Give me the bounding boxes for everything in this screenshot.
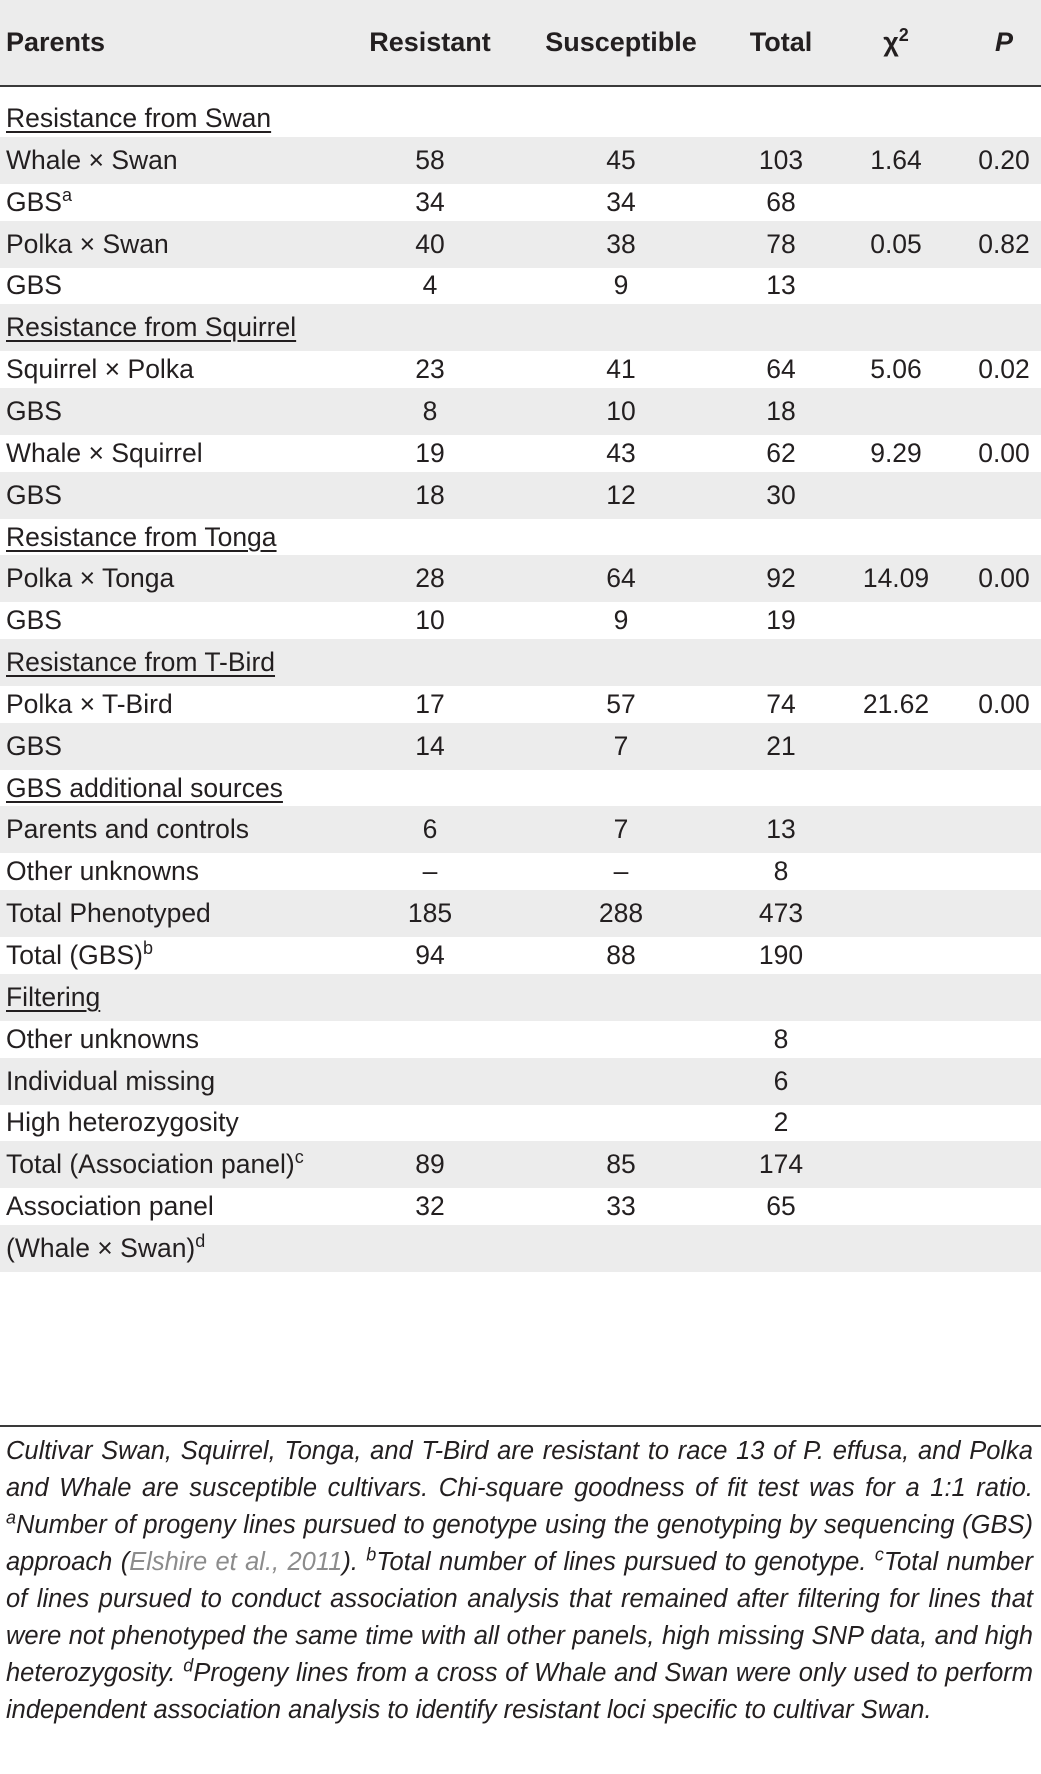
table-row: [0, 221, 1041, 268]
section-row: [0, 974, 1041, 1021]
table-row: [0, 137, 1041, 184]
section-row: [0, 95, 1041, 142]
table-row: [0, 723, 1041, 770]
cell-parents: [6, 262, 62, 309]
row-label: GBS: [6, 270, 62, 301]
cell-total: 473: [758, 898, 804, 929]
footnote-d-text: Progeny lines from a cross of Whale and Swan were only used to perform independent association analysis to identify resistant loci specific to cultivar Swan.: [6, 1659, 1033, 1724]
cell-resistant: 185: [407, 898, 453, 929]
footnote-a-text: Number of progeny lines pursued to genotype using the genotyping by sequencing (GBS) approach (: [6, 1511, 1033, 1576]
table-row: [0, 681, 1041, 728]
cell-parents: [6, 1099, 239, 1146]
cell-parents: [6, 346, 194, 393]
cell-susceptible: 43: [606, 437, 636, 468]
cell-resistant: 89: [415, 1149, 445, 1180]
table-footnote: [6, 1433, 1033, 1729]
cell-total: 21: [766, 730, 796, 761]
cell-resistant: 40: [415, 228, 445, 259]
cell-parents: [6, 1183, 214, 1230]
cell-parents: [6, 221, 169, 268]
cell-total: 19: [766, 605, 796, 636]
cell-total: 6: [773, 1065, 789, 1096]
table-row: [0, 430, 1041, 477]
cell-resistant: 94: [415, 940, 445, 970]
footnote-marker: d: [195, 1231, 206, 1252]
cell-parents: [6, 806, 249, 853]
cell-total: 103: [758, 144, 804, 175]
row-label: Polka × Swan: [6, 228, 169, 259]
row-label: Squirrel × Polka: [6, 354, 194, 385]
row-label: Whale × Swan: [6, 144, 178, 175]
section-row: [0, 514, 1041, 561]
cell-parents: [6, 1058, 215, 1105]
row-label: Filtering: [6, 981, 101, 1012]
table-row: [0, 1141, 1041, 1188]
cell-susceptible: 41: [606, 354, 636, 385]
cell-total: 2: [773, 1107, 789, 1138]
row-label: Resistance from Squirrel: [6, 312, 297, 343]
footnote-marker: b: [142, 938, 153, 959]
cell-resistant: 18: [415, 479, 445, 510]
cell-parents: [6, 179, 72, 226]
header-total: Total: [749, 27, 813, 57]
bottom-rule: [0, 1425, 1041, 1427]
row-label: GBS: [6, 605, 62, 636]
cell-chi-square: 21.62: [862, 688, 930, 719]
cell-resistant: 14: [415, 730, 445, 761]
cell-parents: [6, 388, 62, 435]
row-label: Total (GBS): [6, 940, 143, 970]
table-row: [0, 1183, 1041, 1230]
row-label: Individual missing: [6, 1065, 216, 1096]
cell-chi-square: 1.64: [870, 144, 922, 175]
cell-parents: [6, 723, 62, 770]
header-p-value: P: [994, 27, 1014, 57]
cell-p-value: 0.00: [978, 437, 1030, 468]
footnote-marker: c: [294, 1147, 304, 1168]
cell-p-value: 0.00: [978, 688, 1030, 719]
row-label: Resistance from Tonga: [6, 521, 277, 552]
cell-susceptible: –: [613, 856, 629, 887]
section-heading: [6, 765, 283, 812]
header-resistant: Resistant: [369, 27, 491, 57]
row-label: Other unknowns: [6, 856, 199, 887]
section-heading: [6, 639, 275, 686]
cell-total: 8: [773, 1023, 789, 1054]
chi-superscript: 2: [898, 25, 909, 45]
cell-total: 30: [766, 479, 796, 510]
cell-total: 92: [766, 563, 796, 594]
cell-susceptible: 34: [606, 186, 636, 217]
section-heading: [6, 514, 277, 561]
cell-susceptible: 12: [606, 479, 636, 510]
cell-chi-square: 0.05: [870, 228, 922, 259]
cell-total: 13: [766, 814, 796, 845]
cell-susceptible: 85: [606, 1149, 636, 1180]
cell-p-value: 0.20: [978, 144, 1030, 175]
section-heading: [6, 304, 296, 351]
section-heading: [6, 95, 271, 142]
cell-susceptible: 38: [606, 228, 636, 259]
cell-parents: [6, 555, 174, 602]
footnote-b-marker: b: [366, 1544, 377, 1565]
cell-total: 8: [773, 856, 789, 887]
cell-parents: [6, 1225, 205, 1272]
row-label: Polka × T-Bird: [6, 688, 173, 719]
table-row: [0, 848, 1041, 895]
cell-resistant: 8: [422, 395, 438, 426]
header-chi-square: [883, 0, 909, 85]
header-rule: [0, 85, 1041, 87]
cell-susceptible: 57: [606, 688, 636, 719]
table-row: [0, 1099, 1041, 1146]
table-row: [0, 346, 1041, 393]
footnote-a-marker: a: [6, 1507, 17, 1528]
cell-total: 65: [766, 1191, 796, 1222]
cell-p-value: 0.82: [978, 228, 1030, 259]
cell-susceptible: 64: [606, 563, 636, 594]
cell-parents: [6, 597, 62, 644]
cell-resistant: 17: [415, 688, 445, 719]
cell-resistant: 10: [415, 605, 445, 636]
cell-susceptible: 7: [613, 814, 629, 845]
row-label: GBS: [6, 395, 62, 426]
row-label: GBS: [6, 186, 62, 217]
cell-total: 174: [758, 1149, 804, 1180]
cell-parents: [6, 1016, 199, 1063]
row-label: Association panel: [6, 1191, 214, 1222]
row-label: Total Phenotyped: [6, 898, 211, 929]
cell-susceptible: 9: [613, 270, 629, 301]
cell-resistant: 34: [415, 186, 445, 217]
cell-parents: [6, 137, 178, 184]
row-label: Total (Association panel): [6, 1149, 295, 1180]
cell-p-value: 0.02: [978, 354, 1030, 385]
cell-parents: [6, 848, 199, 895]
table-row: [0, 1016, 1041, 1063]
cell-total: 190: [758, 940, 804, 970]
cell-chi-square: 9.29: [870, 437, 922, 468]
cell-susceptible: 7: [613, 730, 629, 761]
cell-resistant: 32: [415, 1191, 445, 1222]
cell-parents: [6, 472, 62, 519]
table-row: [0, 597, 1041, 644]
cell-parents: [6, 932, 153, 979]
row-label: GBS additional sources: [6, 772, 283, 803]
cell-susceptible: 288: [598, 898, 644, 929]
footnote-marker: a: [61, 184, 72, 205]
row-label: High heterozygosity: [6, 1107, 239, 1138]
footnote-d-marker: d: [183, 1655, 194, 1676]
table-row: [0, 555, 1041, 602]
cell-resistant: 58: [415, 144, 445, 175]
table-row: [0, 890, 1041, 937]
table-row: [0, 1058, 1041, 1105]
chi-symbol: χ: [883, 27, 899, 57]
cell-resistant: 4: [422, 270, 438, 301]
cell-susceptible: 45: [606, 144, 636, 175]
row-label: Polka × Tonga: [6, 563, 175, 594]
table-row: [0, 179, 1041, 226]
table-row: [0, 932, 1041, 979]
row-label: Parents and controls: [6, 814, 250, 845]
cell-p-value: 0.00: [978, 563, 1030, 594]
cell-parents: [6, 1141, 304, 1188]
footnote-b-text: Total number of lines pursued to genotype.: [376, 1548, 875, 1576]
table-row: [0, 472, 1041, 519]
cell-total: 74: [766, 688, 796, 719]
row-label: Whale × Squirrel: [6, 437, 203, 468]
table-row: [0, 806, 1041, 853]
cell-resistant: 19: [415, 437, 445, 468]
footnote-intro: Cultivar Swan, Squirrel, Tonga, and T-Bird are resistant to race 13 of P. effusa, and Polka and Whale are susceptible cultivars. Chi-square goodness of fit test was for a 1:1 ratio.: [6, 1437, 1033, 1502]
row-label: Other unknowns: [6, 1023, 199, 1054]
cell-resistant: 23: [415, 354, 445, 385]
cell-total: 62: [766, 437, 796, 468]
cell-susceptible: 9: [613, 605, 629, 636]
cell-resistant: 28: [415, 563, 445, 594]
cell-parents: [6, 681, 173, 728]
cell-resistant: 6: [422, 814, 438, 845]
section-row: [0, 639, 1041, 686]
cell-chi-square: 14.09: [862, 563, 930, 594]
table-row: [0, 1225, 1041, 1272]
footnote-c-marker: c: [874, 1544, 884, 1565]
cell-chi-square: 5.06: [870, 354, 922, 385]
header-parents: Parents: [6, 27, 106, 57]
table-header: [0, 0, 1041, 85]
table-row: [0, 262, 1041, 309]
citation-link[interactable]: Elshire et al., 2011: [129, 1548, 343, 1576]
cell-total: 13: [766, 270, 796, 301]
footnote-a-end: ).: [342, 1548, 367, 1576]
header-susceptible: Susceptible: [545, 27, 697, 57]
section-row: [0, 765, 1041, 812]
row-label: Resistance from T-Bird: [6, 647, 276, 678]
footnote-c-text: Total number of lines pursued to conduct association analysis that remained after filtering for lines that were not phenotyped the same time with all other panels, high missing SNP data, and high heterozygosity.: [6, 1548, 1033, 1687]
cell-parents: [6, 890, 211, 937]
row-label: Resistance from Swan: [6, 103, 272, 133]
cell-susceptible: 10: [606, 395, 636, 426]
section-row: [0, 304, 1041, 351]
cell-total: 64: [766, 354, 796, 385]
section-heading: [6, 974, 100, 1021]
cell-resistant: –: [422, 856, 438, 887]
cell-total: 18: [766, 395, 796, 426]
row-label: GBS: [6, 479, 62, 510]
table-row: [0, 388, 1041, 435]
cell-total: 78: [766, 228, 796, 259]
row-label: (Whale × Swan): [6, 1232, 196, 1263]
row-label: GBS: [6, 730, 62, 761]
cell-susceptible: 88: [606, 940, 636, 970]
cell-susceptible: 33: [606, 1191, 636, 1222]
cell-parents: [6, 430, 203, 477]
cell-total: 68: [766, 186, 796, 217]
